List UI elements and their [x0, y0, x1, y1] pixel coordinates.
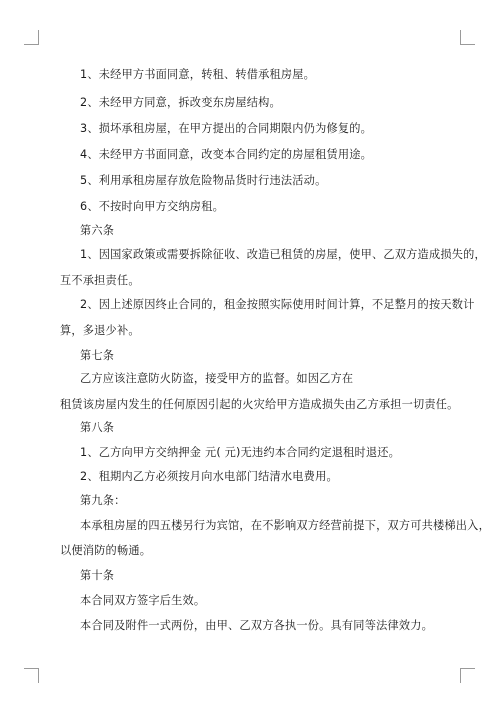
clause-line: 1、未经甲方书面同意，转租、转借承租房屋。 [80, 68, 316, 81]
section-heading: 第七条 [80, 349, 115, 362]
clause-line: 4、未经甲方书面同意，改变本合同约定的房屋租赁用途。 [80, 148, 373, 161]
clause-line: 1、乙方向甲方交纳押金 元( 元)无违约本合同约定退租时退还。 [80, 446, 401, 459]
crop-mark-bottom-right [460, 668, 475, 683]
clause-line: 2、因上述原因终止合同的，租金按照实际使用时间计算，不足整月的按天数计 [80, 298, 475, 311]
clause-line: 1、因国家政策或需要拆除征收、改造已租赁的房屋，使甲、乙双方造成损失的， [80, 248, 486, 261]
section-heading: 第九条： [80, 494, 126, 507]
clause-line: 本承租房屋的四五楼另行为宾馆，在不影响双方经营前提下，双方可共楼梯出入， [80, 519, 490, 532]
clause-line: 6、不按时向甲方交纳房租。 [80, 200, 224, 213]
clause-line: 算，多退少补。 [60, 324, 140, 337]
clause-line: 本合同及附件一式两份，由甲、乙双方各执一份。具有同等法律效力。 [80, 619, 434, 632]
section-heading: 第八条 [80, 421, 115, 434]
clause-line: 租赁该房屋内发生的任何原因引起的火灾给甲方造成损失由乙方承担一切责任。 [60, 398, 459, 411]
clause-line: 以便消防的畅通。 [60, 544, 152, 557]
section-heading: 第十条 [80, 569, 115, 582]
crop-mark-bottom-left [24, 668, 39, 683]
clause-line: 2、租期内乙方必须按月向水电部门结清水电费用。 [80, 470, 338, 483]
clause-line: 本合同双方签字后生效。 [80, 594, 206, 607]
clause-line: 互不承担责任。 [60, 274, 140, 287]
clause-line: 2、未经甲方同意，拆改变东房屋结构。 [80, 96, 281, 109]
section-heading: 第六条 [80, 224, 115, 237]
clause-line: 3、损坏承租房屋，在甲方提出的合同期限内仍为修复的。 [80, 122, 373, 135]
crop-mark-top-left [24, 30, 39, 45]
clause-line: 乙方应该注意防火防盗，接受甲方的监督。如因乙方在 [80, 372, 354, 385]
clause-line: 5、利用承租房屋存放危险物品货时行违法活动。 [80, 174, 327, 187]
crop-mark-top-right [460, 30, 475, 45]
